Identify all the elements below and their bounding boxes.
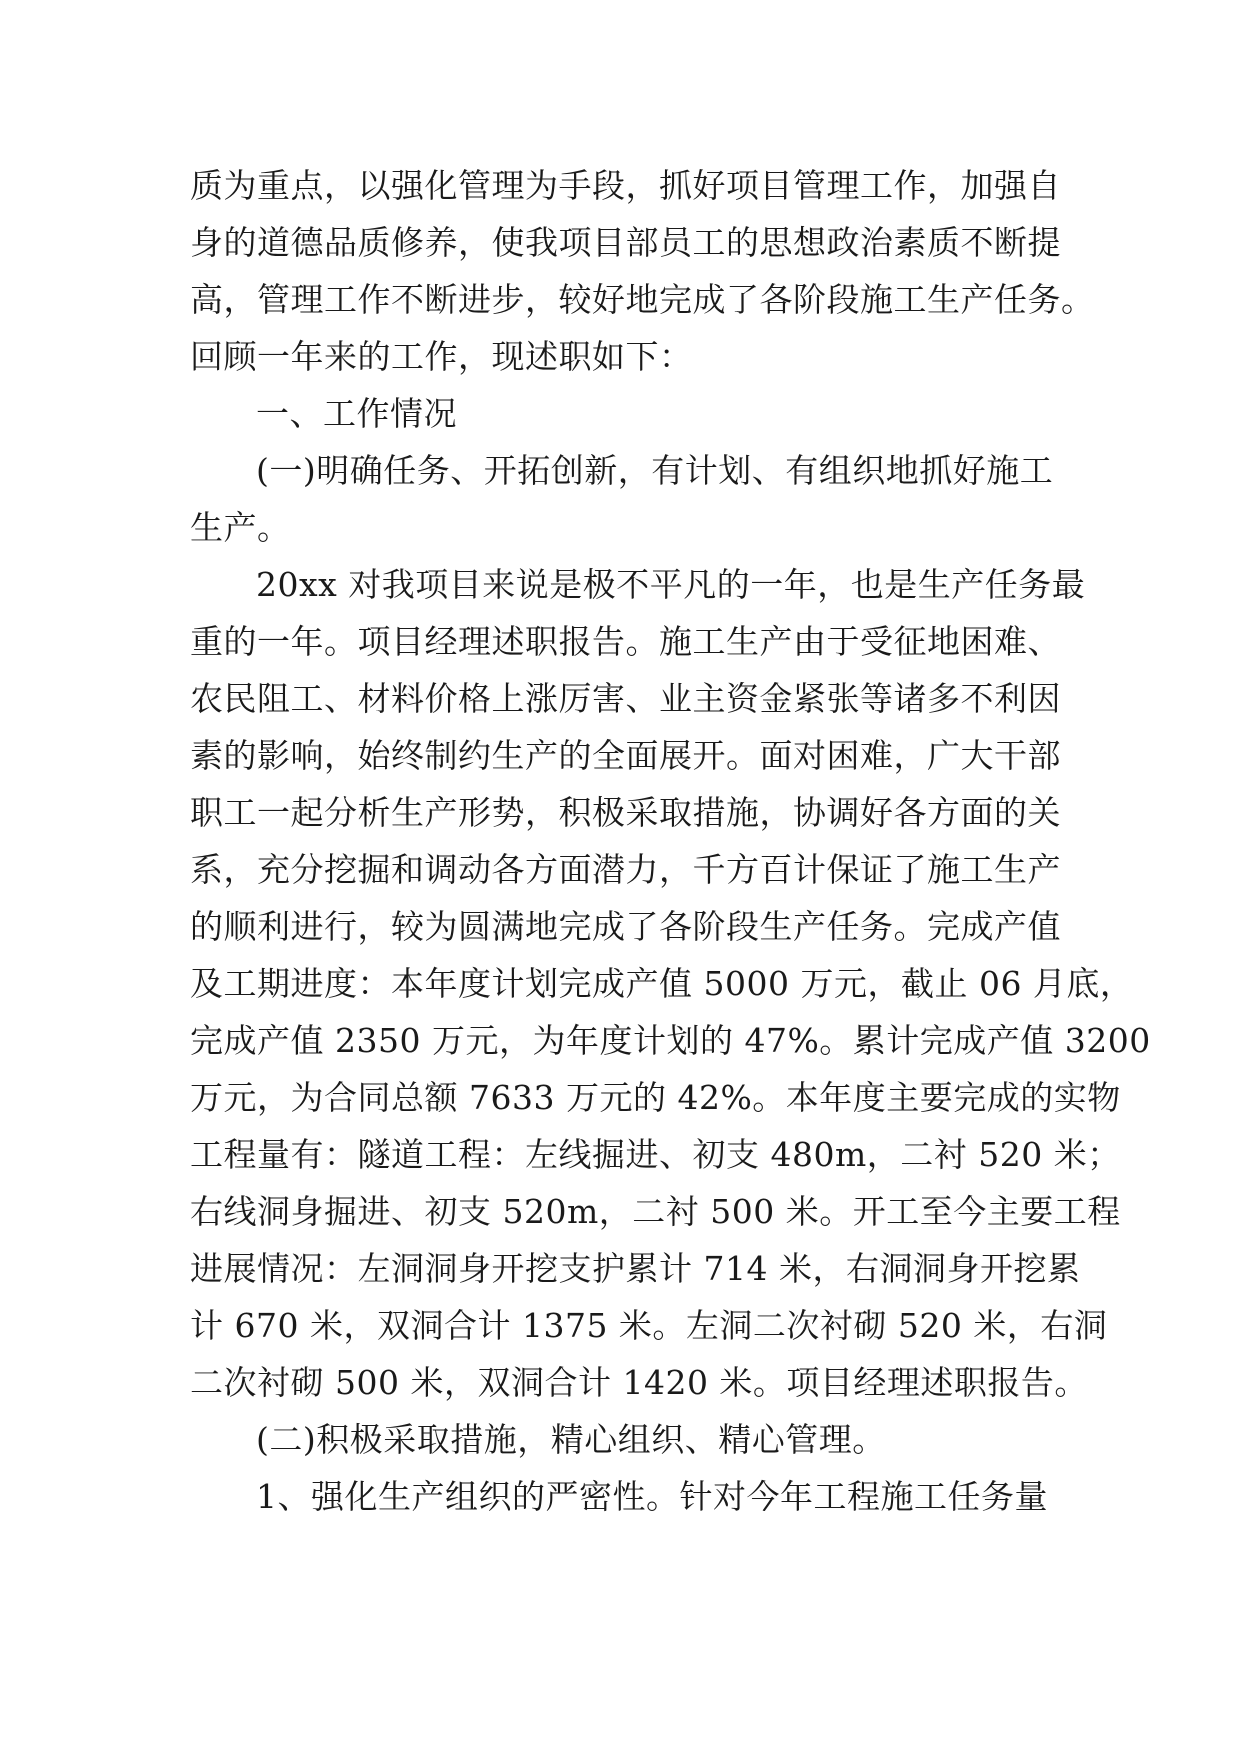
subsection-heading: (一)明确任务、开拓创新，有计划、有组织地抓好施工 [256,451,1054,490]
paragraph-line: 农民阻工、材料价格上涨厉害、业主资金紧张等诸多不利因 [190,679,1061,718]
section-heading: 一、工作情况 [256,394,457,433]
paragraph-line: 素的影响，始终制约生产的全面展开。面对困难，广大干部 [190,736,1061,775]
paragraph-line: 20xx 对我项目来说是极不平凡的一年，也是生产任务最 [256,565,1086,604]
paragraph-line: 完成产值 2350 万元，为年度计划的 47%。累计完成产值 3200 [190,1021,1151,1060]
paragraph-line: 重的一年。项目经理述职报告。施工生产由于受征地困难、 [190,622,1061,661]
paragraph-line: 及工期进度：本年度计划完成产值 5000 万元，截止 06 月底， [190,964,1134,1003]
paragraph-line: 计 670 米，双洞合计 1375 米。左洞二次衬砌 520 米，右洞 [190,1306,1108,1345]
paragraph-line: 工程量有：隧道工程：左线掘进、初支 480m，二衬 520 米； [190,1135,1121,1174]
paragraph-line: 进展情况：左洞洞身开挖支护累计 714 米，右洞洞身开挖累 [190,1249,1081,1288]
paragraph-line: 右线洞身掘进、初支 520m，二衬 500 米。开工至今主要工程 [190,1192,1121,1231]
paragraph-line: 职工一起分析生产形势，积极采取措施，协调好各方面的关 [190,793,1061,832]
paragraph-line: 身的道德品质修养，使我项目部员工的思想政治素质不断提 [190,223,1061,262]
paragraph-line: 二次衬砌 500 米，双洞合计 1420 米。项目经理述职报告。 [190,1363,1088,1402]
paragraph-line: 高，管理工作不断进步，较好地完成了各阶段施工生产任务。 [190,280,1095,319]
paragraph-line: 的顺利进行，较为圆满地完成了各阶段生产任务。完成产值 [190,907,1061,946]
subsection-heading: (二)积极采取措施，精心组织、精心管理。 [256,1420,886,1459]
subsection-heading-cont: 生产。 [190,508,291,547]
paragraph-line: 回顾一年来的工作，现述职如下： [190,337,693,376]
paragraph-line: 系，充分挖掘和调动各方面潜力，千方百计保证了施工生产 [190,850,1061,889]
paragraph-line: 1、强化生产组织的严密性。针对今年工程施工任务量 [256,1477,1048,1516]
paragraph-line: 质为重点，以强化管理为手段，抓好项目管理工作，加强自 [190,166,1061,205]
paragraph-line: 万元，为合同总额 7633 万元的 42%。本年度主要完成的实物 [190,1078,1121,1117]
